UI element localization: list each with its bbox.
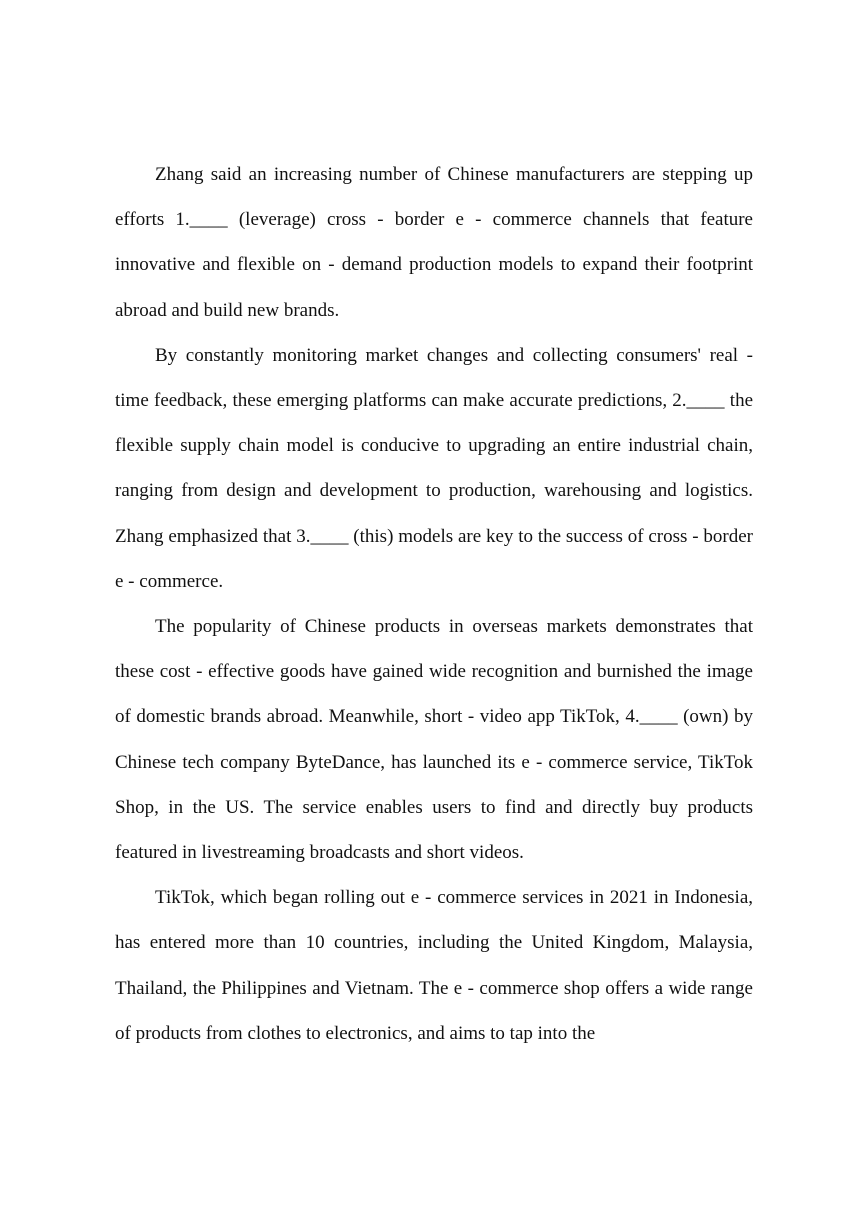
document-body	[115, 152, 753, 1056]
paragraph-4: TikTok, which began rolling out e - commerce services in 2021 in Indonesia, has entered more than 10 countries, including the United Kingdom, Malaysia, Thailand, the Philippines and Vietnam. The e - commerce shop offers a wide range of products from clothes to electronics, and aims to tap into the	[115, 887, 753, 1044]
paragraph-1: Zhang said an increasing number of Chinese manufacturers are stepping up efforts 1.____ (leverage) cross - border e - commerce channels that feature innovative and flexible on - demand production models to expand their footprint abroad and build new brands.	[115, 164, 753, 321]
paragraph-2: By constantly monitoring market changes and collecting consumers' real - time feedback, these emerging platforms can make accurate predictions, 2.____ the flexible supply chain model is conducive to upgrading an entire industrial chain, ranging from design and development to production, warehousing and logistics. Zhang emphasized that 3.____ (this) models are key to the success of cross - border e - commerce.	[115, 344, 753, 592]
paragraph-3: The popularity of Chinese products in overseas markets demonstrates that these cost - effective goods have gained wide recognition and burnished the image of domestic brands abroad. Meanwhile, short - video app TikTok, 4.____ (own) by Chinese tech company ByteDance, has launched its e - commerce service, TikTok Shop, in the US. The service enables users to find and directly buy products featured in livestreaming broadcasts and short videos.	[115, 616, 753, 864]
